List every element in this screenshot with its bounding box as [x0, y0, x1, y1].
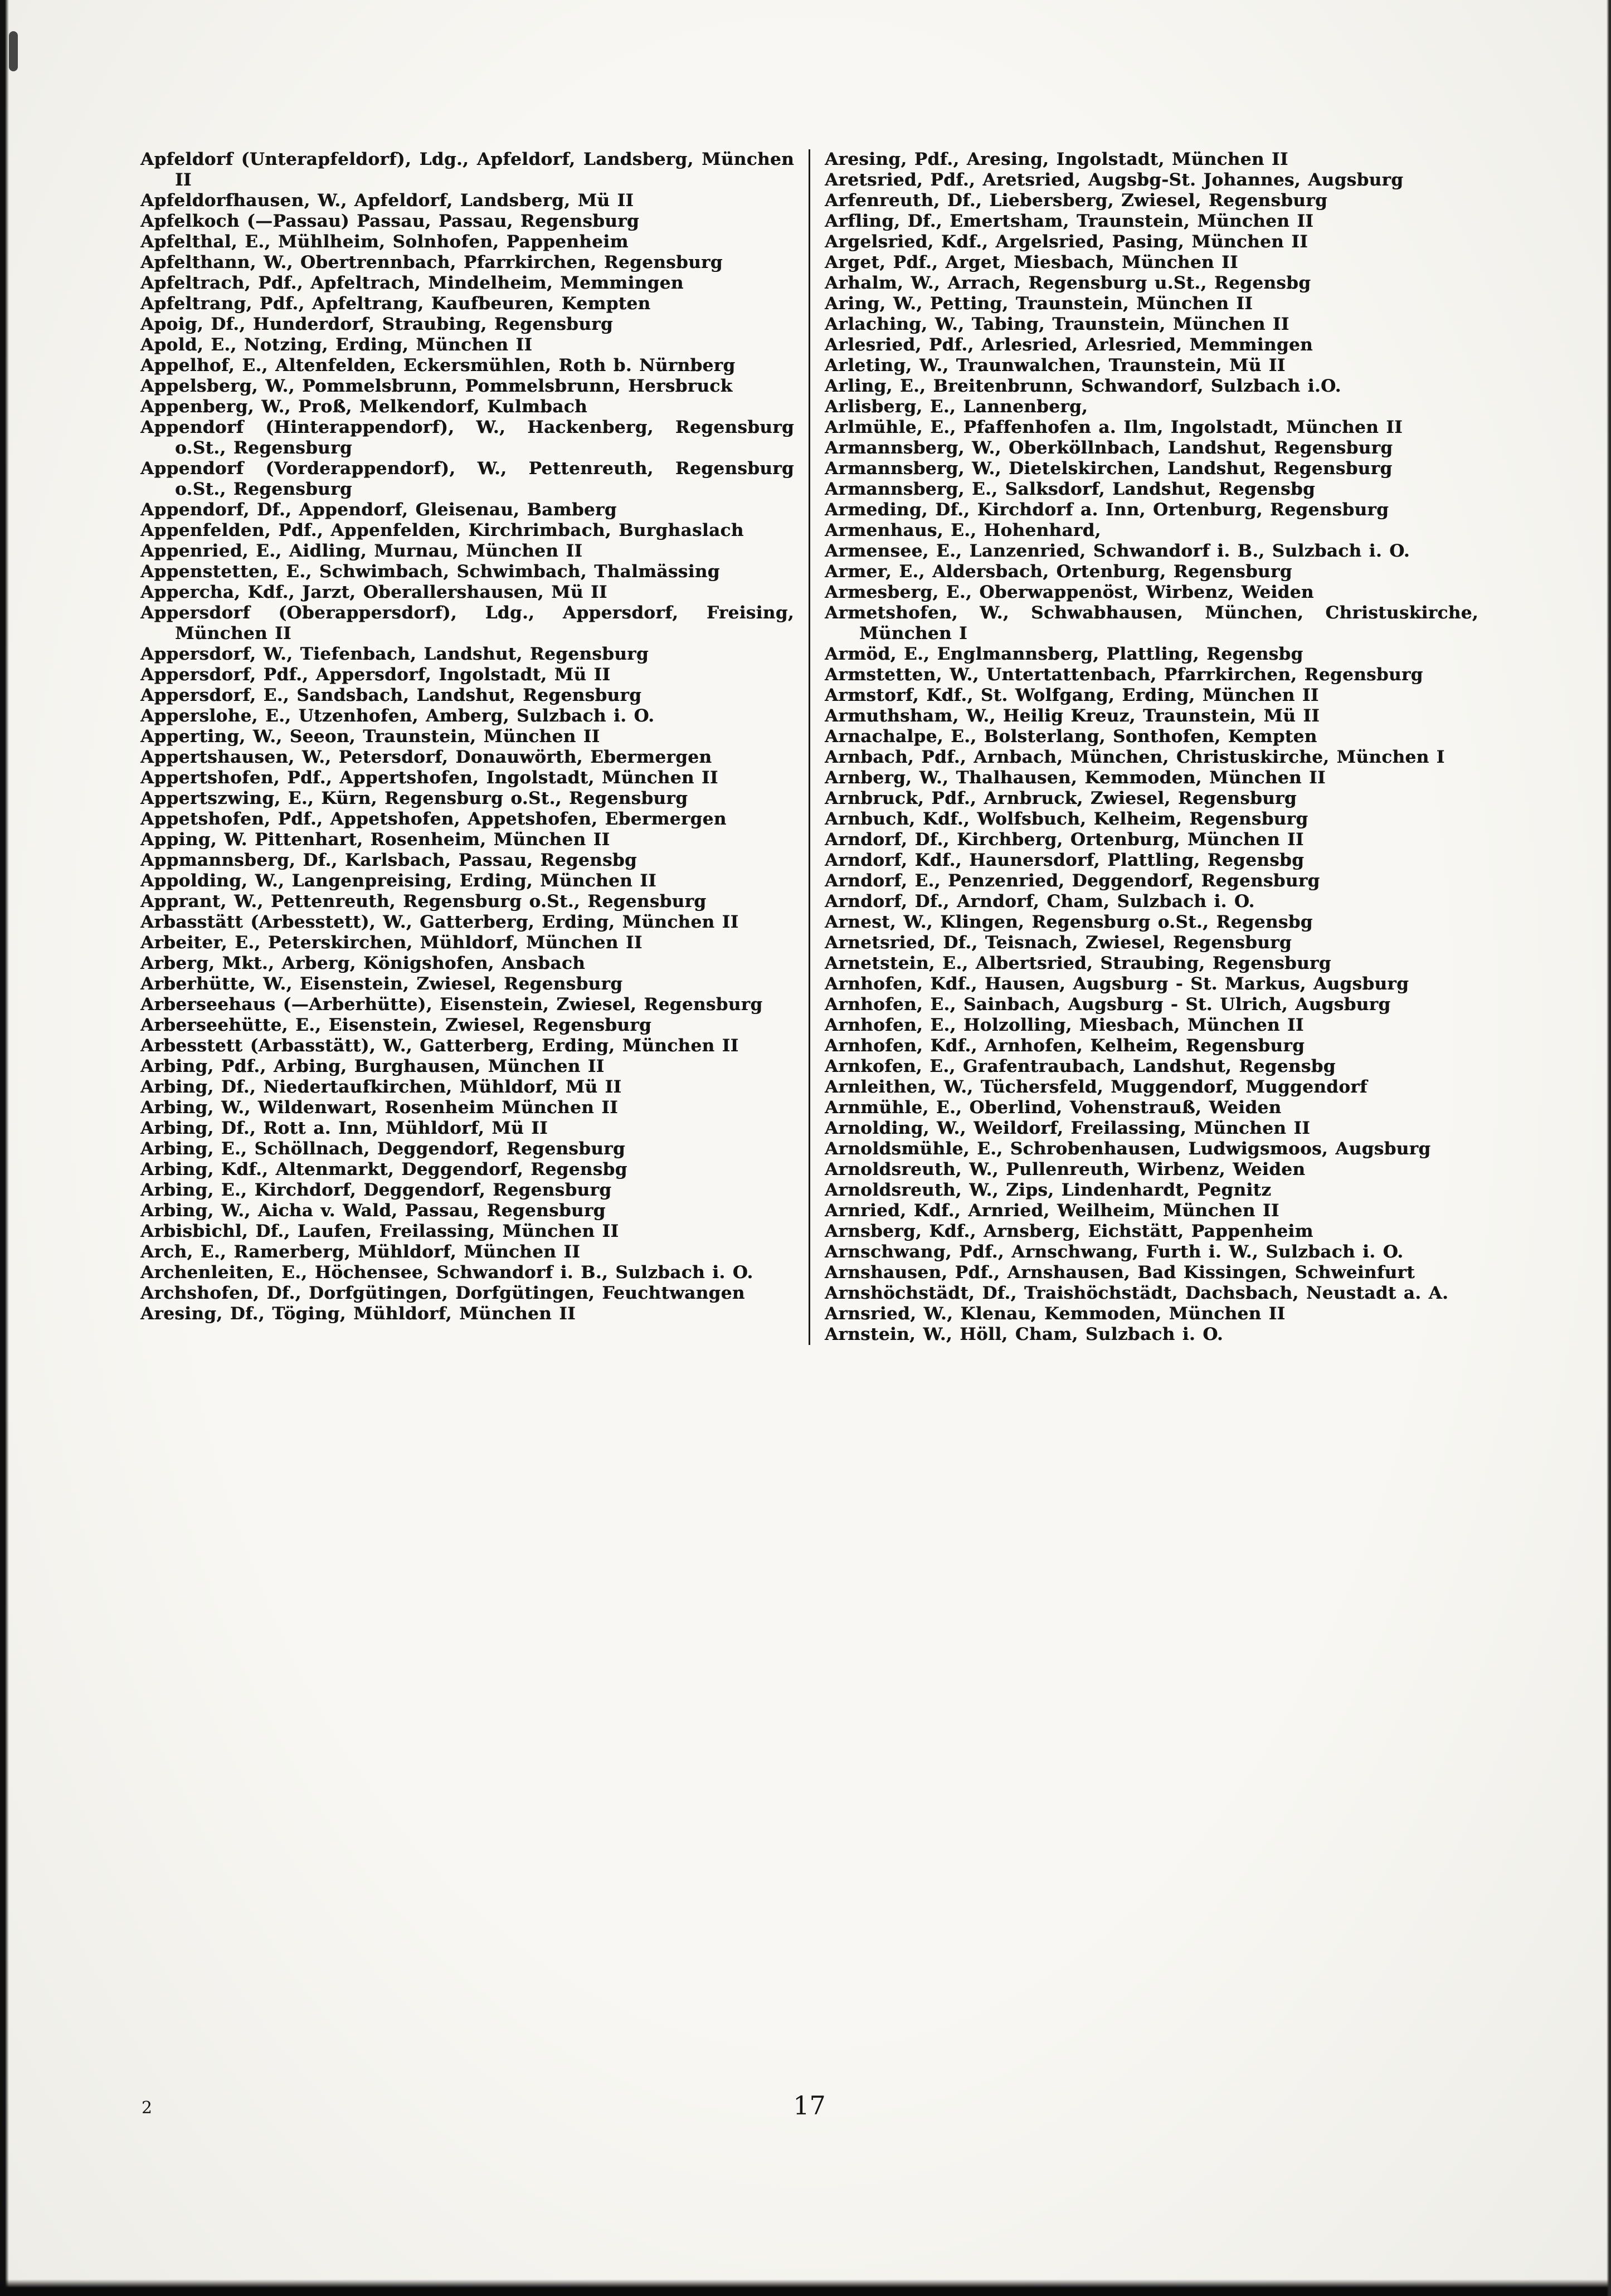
directory-entry: Arbesstett (Arbasstätt), W., Gatterberg, Erding, München II: [140, 1036, 739, 1056]
directory-entry: Arbisbichl, Df., Laufen, Freilassing, München II: [140, 1221, 619, 1241]
directory-entry: Apprant, W., Pettenreuth, Regensburg o.St., Regensburg: [140, 891, 707, 911]
directory-entry: Armensee, E., Lanzenried, Schwandorf i. B., Sulzbach i. O.: [825, 541, 1410, 561]
directory-entry: Apfeltrang, Pdf., Apfeltrang, Kaufbeuren, Kempten: [140, 294, 651, 314]
directory-entry: Arnshausen, Pdf., Arnshausen, Bad Kissingen, Schweinfurt: [825, 1262, 1415, 1283]
directory-entry: Appertshausen, W., Petersdorf, Donauwörth, Ebermergen: [140, 747, 712, 767]
directory-entry: Armannsberg, W., Oberköllnbach, Landshut, Regensburg: [825, 438, 1393, 458]
directory-entry: Arnoldsreuth, W., Pullenreuth, Wirbenz, Weiden: [825, 1159, 1306, 1179]
directory-entry: Armetshofen, W., Schwabhausen, München, Christuskirche, München I: [825, 603, 1478, 644]
directory-entry: Apping, W. Pittenhart, Rosenheim, München II: [140, 830, 610, 850]
directory-entry: Armeding, Df., Kirchdorf a. Inn, Ortenburg, Regensburg: [825, 500, 1389, 520]
left-column: [140, 149, 809, 1345]
directory-entry: Arbing, Pdf., Arbing, Burghausen, München II: [140, 1056, 605, 1076]
directory-entry: Arndorf, Df., Kirchberg, Ortenburg, München II: [825, 830, 1304, 850]
directory-entry: Appendorf (Hinterappendorf), W., Hackenberg, Regensburg o.St., Regensburg: [140, 417, 794, 458]
directory-entry: Arnried, Kdf., Arnried, Weilheim, München II: [825, 1201, 1279, 1221]
directory-entry: Arndorf, Kdf., Haunersdorf, Plattling, Regensbg: [825, 850, 1305, 870]
sheet-number: 2: [142, 2098, 153, 2118]
directory-entry: Apfeldorfhausen, W., Apfeldorf, Landsberg, Mü II: [140, 191, 634, 211]
scan-edge-bottom: [0, 2279, 1611, 2296]
directory-entry: Arnachalpe, E., Bolsterlang, Sonthofen, Kempten: [825, 727, 1317, 747]
directory-entry: Aresing, Pdf., Aresing, Ingolstadt, München II: [825, 149, 1288, 169]
directory-entry: Arhalm, W., Arrach, Regensburg u.St., Regensbg: [825, 273, 1311, 293]
directory-entry: Appmannsberg, Df., Karlsbach, Passau, Regensbg: [140, 850, 637, 870]
directory-entry: Arberseehaus (—Arberhütte), Eisenstein, Zwiesel, Regensburg: [140, 995, 763, 1015]
directory-entry: Armannsberg, W., Dietelskirchen, Landshut, Regensburg: [825, 459, 1393, 479]
directory-entry: Appenstetten, E., Schwimbach, Schwimbach, Thalmässing: [140, 562, 720, 582]
directory-entry: Arbing, Kdf., Altenmarkt, Deggendorf, Regensbg: [140, 1159, 627, 1179]
directory-entry: Arnest, W., Klingen, Regensburg o.St., Regensbg: [825, 912, 1313, 932]
directory-entry: Arch, E., Ramerberg, Mühldorf, München II: [140, 1242, 581, 1262]
directory-entry: Appetshofen, Pdf., Appetshofen, Appetshofen, Ebermergen: [140, 809, 727, 829]
directory-entry: Arnhofen, Kdf., Arnhofen, Kelheim, Regensburg: [825, 1036, 1305, 1056]
directory-entry: Armstorf, Kdf., St. Wolfgang, Erding, München II: [825, 685, 1319, 705]
directory-entry: Arnbach, Pdf., Arnbach, München, Christuskirche, München I: [825, 747, 1445, 767]
directory-entry: Arndorf, E., Penzenried, Deggendorf, Regensburg: [825, 871, 1320, 891]
directory-entry: Appersdorf, W., Tiefenbach, Landshut, Regensburg: [140, 644, 649, 664]
directory-entry: Arnhofen, E., Holzolling, Miesbach, München II: [825, 1015, 1304, 1035]
directory-entry: Archshofen, Df., Dorfgütingen, Dorfgütingen, Feuchtwangen: [140, 1283, 745, 1303]
directory-entry: Apfeldorf (Unterapfeldorf), Ldg., Apfeldorf, Landsberg, München II: [140, 149, 794, 190]
directory-entry: Arnschwang, Pdf., Arnschwang, Furth i. W., Sulzbach i. O.: [825, 1242, 1404, 1262]
directory-entry: Armuthsham, W., Heilig Kreuz, Traunstein, Mü II: [825, 706, 1320, 726]
scan-edge-right: [1607, 0, 1611, 2296]
directory-entry: Arnbuch, Kdf., Wolfsbuch, Kelheim, Regensburg: [825, 809, 1308, 829]
scan-edge-left: [0, 0, 9, 2296]
directory-entry: Arberhütte, W., Eisenstein, Zwiesel, Regensburg: [140, 974, 623, 994]
directory-entry: Arbing, Df., Niedertaufkirchen, Mühldorf, Mü II: [140, 1077, 622, 1097]
directory-entry: Arnbruck, Pdf., Arnbruck, Zwiesel, Regensburg: [825, 788, 1297, 808]
directory-entry: Arlaching, W., Tabing, Traunstein, München II: [825, 314, 1289, 334]
directory-entry: Arnsberg, Kdf., Arnsberg, Eichstätt, Pappenheim: [825, 1221, 1313, 1241]
directory-entry: Appertshofen, Pdf., Appertshofen, Ingolstadt, München II: [140, 768, 718, 788]
page-number: 17: [793, 2090, 826, 2120]
directory-entry: Arbasstätt (Arbesstett), W., Gatterberg, Erding, München II: [140, 912, 739, 932]
directory-entry: Arberseehütte, E., Eisenstein, Zwiesel, Regensburg: [140, 1015, 652, 1035]
directory-entry: Arnshöchstädt, Df., Traishöchstädt, Dachsbach, Neustadt a. A.: [825, 1283, 1449, 1303]
directory-entry: Arnetsried, Df., Teisnach, Zwiesel, Regensburg: [825, 933, 1292, 953]
directory-entry: Arberg, Mkt., Arberg, Königshofen, Ansbach: [140, 953, 586, 973]
directory-entry: Appertszwing, E., Kürn, Regensburg o.St., Regensburg: [140, 788, 688, 808]
directory-entry: Aresing, Df., Töging, Mühldorf, München II: [140, 1304, 576, 1324]
directory-content: [140, 149, 1478, 1345]
directory-entry: Armannsberg, E., Salksdorf, Landshut, Regensbg: [825, 479, 1316, 499]
directory-entry: Arbing, W., Wildenwart, Rosenheim München II: [140, 1098, 619, 1118]
directory-entry: Armenhaus, E., Hohenhard,: [825, 520, 1101, 540]
directory-entry: Argelsried, Kdf., Argelsried, Pasing, München II: [825, 232, 1308, 252]
directory-entry: Appendorf, Df., Appendorf, Gleisenau, Bamberg: [140, 500, 617, 520]
directory-entry: Apfelthal, E., Mühlheim, Solnhofen, Pappenheim: [140, 232, 629, 252]
directory-entry: Appolding, W., Langenpreising, Erding, München II: [140, 871, 657, 891]
directory-entry: Armesberg, E., Oberwappenöst, Wirbenz, Weiden: [825, 582, 1314, 602]
directory-entry: Arnoldsreuth, W., Zips, Lindenhardt, Pegnitz: [825, 1180, 1272, 1200]
directory-entry: Arnetstein, E., Albertsried, Straubing, Regensburg: [825, 953, 1331, 973]
directory-entry: Arbing, E., Kirchdorf, Deggendorf, Regensburg: [140, 1180, 612, 1200]
directory-entry: Appelhof, E., Altenfelden, Eckersmühlen, Roth b. Nürnberg: [140, 355, 736, 376]
directory-entry: Arbing, W., Aicha v. Wald, Passau, Regensburg: [140, 1201, 606, 1221]
directory-entry: Arnhofen, E., Sainbach, Augsburg - St. Ulrich, Augsburg: [825, 995, 1391, 1015]
directory-entry: Appenberg, W., Proß, Melkendorf, Kulmbach: [140, 397, 587, 417]
directory-entry: Arnkofen, E., Grafentraubach, Landshut, Regensbg: [825, 1056, 1336, 1076]
directory-entry: Apfelthann, W., Obertrennbach, Pfarrkirchen, Regensburg: [140, 252, 723, 272]
directory-entry: Apfelkoch (—Passau) Passau, Passau, Regensburg: [140, 211, 640, 231]
directory-entry: Arfenreuth, Df., Liebersberg, Zwiesel, Regensburg: [825, 191, 1328, 211]
directory-entry: Aretsried, Pdf., Aretsried, Augsbg-St. Johannes, Augsburg: [825, 170, 1404, 190]
directory-entry: Arndorf, Df., Arndorf, Cham, Sulzbach i. O.: [825, 891, 1255, 911]
directory-entry: Appersdorf, Pdf., Appersdorf, Ingolstadt, Mü II: [140, 665, 611, 685]
directory-entry: Arnhofen, Kdf., Hausen, Augsburg - St. Markus, Augsburg: [825, 974, 1409, 994]
directory-entry: Arling, E., Breitenbrunn, Schwandorf, Sulzbach i.O.: [825, 376, 1341, 396]
directory-entry: Appersdorf (Oberappersdorf), Ldg., Appersdorf, Freising, München II: [140, 603, 794, 644]
directory-entry: Arlisberg, E., Lannenberg,: [825, 397, 1088, 417]
directory-entry: Appelsberg, W., Pommelsbrunn, Pommelsbrunn, Hersbruck: [140, 376, 733, 396]
directory-entry: Arlesried, Pdf., Arlesried, Arlesried, Memmingen: [825, 335, 1313, 355]
directory-entry: Arnmühle, E., Oberlind, Vohenstrauß, Weiden: [825, 1098, 1282, 1118]
scan-smudge: [9, 31, 18, 71]
directory-entry: Arlmühle, E., Pfaffenhofen a. Ilm, Ingolstadt, München II: [825, 417, 1403, 437]
right-column: [810, 149, 1478, 1345]
directory-entry: Apoig, Df., Hunderdorf, Straubing, Regensburg: [140, 314, 613, 334]
directory-entry: Arbing, Df., Rott a. Inn, Mühldorf, Mü II: [140, 1118, 548, 1138]
directory-entry: Apfeltrach, Pdf., Apfeltrach, Mindelheim, Memmingen: [140, 273, 684, 293]
directory-entry: Arleting, W., Traunwalchen, Traunstein, Mü II: [825, 355, 1286, 376]
directory-entry: Appersdorf, E., Sandsbach, Landshut, Regensburg: [140, 685, 642, 705]
directory-entry: Aring, W., Petting, Traunstein, München II: [825, 294, 1253, 314]
directory-entry: Arnstein, W., Höll, Cham, Sulzbach i. O.: [825, 1324, 1224, 1344]
directory-entry: Apperslohe, E., Utzenhofen, Amberg, Sulzbach i. O.: [140, 706, 655, 726]
directory-entry: Armstetten, W., Untertattenbach, Pfarrkirchen, Regensburg: [825, 665, 1423, 685]
directory-entry: Apperting, W., Seeon, Traunstein, München II: [140, 727, 600, 747]
directory-entry: Arnoldsmühle, E., Schrobenhausen, Ludwigsmoos, Augsburg: [825, 1139, 1431, 1159]
directory-entry: Appenfelden, Pdf., Appenfelden, Kirchrimbach, Burghaslach: [140, 520, 744, 540]
directory-entry: Arnolding, W., Weildorf, Freilassing, München II: [825, 1118, 1311, 1138]
directory-entry: Appendorf (Vorderappendorf), W., Pettenreuth, Regensburg o.St., Regensburg: [140, 459, 794, 499]
directory-entry: Arfling, Df., Emertsham, Traunstein, München II: [825, 211, 1314, 231]
directory-entry: Armer, E., Aldersbach, Ortenburg, Regensburg: [825, 562, 1292, 582]
directory-entry: Arnsried, W., Klenau, Kemmoden, München II: [825, 1304, 1286, 1324]
directory-entry: Appercha, Kdf., Jarzt, Oberallershausen, Mü II: [140, 582, 607, 602]
directory-entry: Arbeiter, E., Peterskirchen, Mühldorf, München II: [140, 933, 643, 953]
directory-entry: Archenleiten, E., Höchensee, Schwandorf i. B., Sulzbach i. O.: [140, 1262, 753, 1283]
directory-entry: Arnleithen, W., Tüchersfeld, Muggendorf, Muggendorf: [825, 1077, 1367, 1097]
directory-entry: Appenried, E., Aidling, Murnau, München II: [140, 541, 583, 561]
directory-entry: Armöd, E., Englmannsberg, Plattling, Regensbg: [825, 644, 1303, 664]
directory-entry: Arget, Pdf., Arget, Miesbach, München II: [825, 252, 1238, 272]
directory-entry: Arbing, E., Schöllnach, Deggendorf, Regensburg: [140, 1139, 625, 1159]
directory-entry: Apold, E., Notzing, Erding, München II: [140, 335, 533, 355]
directory-entry: Arnberg, W., Thalhausen, Kemmoden, München II: [825, 768, 1326, 788]
page-footer: [140, 2090, 1478, 2135]
